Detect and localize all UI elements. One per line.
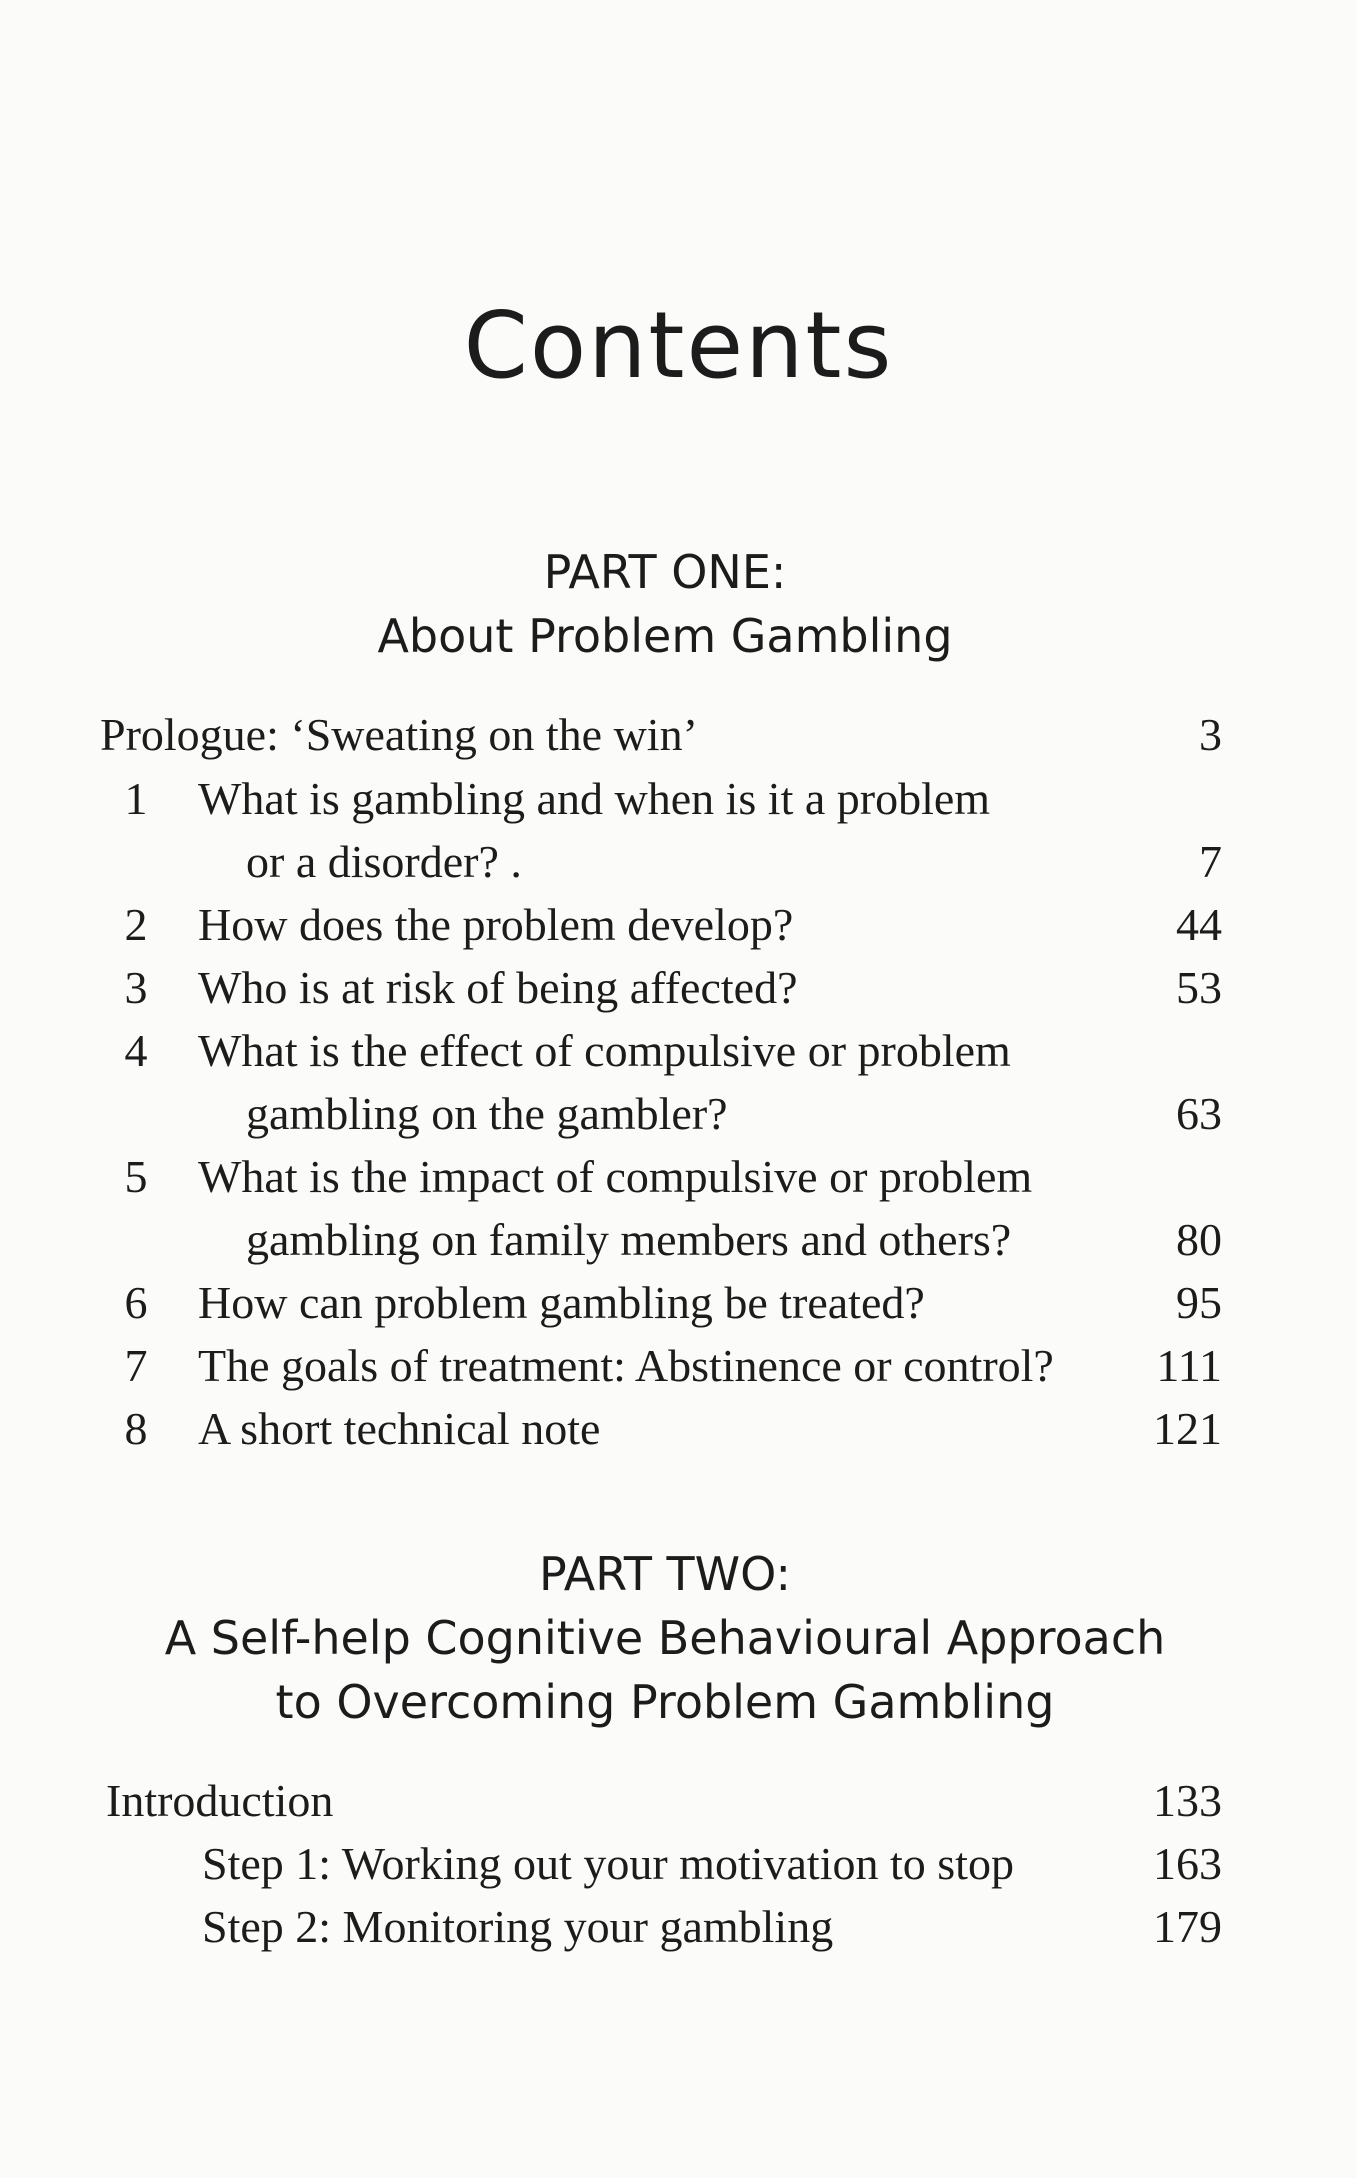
chapter-2-page: 44 (1176, 899, 1222, 950)
chapter-5-title: What is the impact of compulsive or problem (198, 1151, 1033, 1202)
introduction-title: Introduction (106, 1775, 334, 1826)
part-one-subtitle: About Problem Gambling (377, 609, 953, 663)
chapter-5-title-cont: gambling on family members and others? (246, 1214, 1012, 1265)
chapter-3-title: Who is at risk of being affected? (198, 962, 798, 1013)
chapter-5-number: 5 (124, 1151, 148, 1202)
chapter-8-number: 8 (124, 1403, 148, 1454)
chapter-4-title-cont: gambling on the gambler? (246, 1088, 728, 1139)
chapter-4-page: 63 (1176, 1088, 1222, 1139)
chapter-3-number: 3 (124, 962, 148, 1013)
part-one-heading (0, 540, 1330, 668)
chapter-3-page: 53 (1176, 962, 1222, 1013)
part-two-heading (0, 1542, 1330, 1734)
chapter-8-page: 121 (1153, 1403, 1222, 1454)
chapter-1-title: What is gambling and when is it a problem (198, 773, 991, 824)
chapter-1-number: 1 (124, 773, 148, 824)
step-1-title: Step 1: Working out your motivation to stop (202, 1838, 1014, 1889)
chapter-2-title: How does the problem develop? (198, 899, 794, 950)
chapter-5-page: 80 (1176, 1214, 1222, 1265)
chapter-7-page: 111 (1156, 1340, 1222, 1391)
part-two-label: PART TWO: (538, 1547, 792, 1601)
step-2-title: Step 2: Monitoring your gambling (202, 1901, 834, 1952)
introduction-page: 133 (1153, 1775, 1222, 1826)
chapter-6-title: How can problem gambling be treated? (198, 1277, 925, 1328)
chapter-7-title: The goals of treatment: Abstinence or control? (198, 1340, 1054, 1391)
part-two-subtitle-line2: to Overcoming Problem Gambling (275, 1675, 1055, 1729)
chapter-1-page: 7 (1199, 836, 1222, 887)
prologue-title: Prologue: ‘Sweating on the win’ (100, 709, 698, 760)
step-2-page: 179 (1153, 1901, 1222, 1952)
prologue-page: 3 (1199, 709, 1222, 760)
chapter-2-number: 2 (124, 899, 148, 950)
chapter-8-title: A short technical note (198, 1403, 601, 1454)
chapter-4-number: 4 (124, 1025, 148, 1076)
chapter-4-title: What is the effect of compulsive or problem (198, 1025, 1011, 1076)
page-title: Contents (463, 292, 894, 399)
chapter-7-number: 7 (124, 1340, 148, 1391)
step-1-page: 163 (1153, 1838, 1222, 1889)
chapter-6-page: 95 (1176, 1277, 1222, 1328)
part-one-label: PART ONE: (543, 545, 787, 599)
chapter-6-number: 6 (124, 1277, 148, 1328)
part-two-subtitle-line1: A Self-help Cognitive Behavioural Approach (164, 1611, 1166, 1665)
chapter-1-title-cont: or a disorder? . (246, 836, 522, 887)
